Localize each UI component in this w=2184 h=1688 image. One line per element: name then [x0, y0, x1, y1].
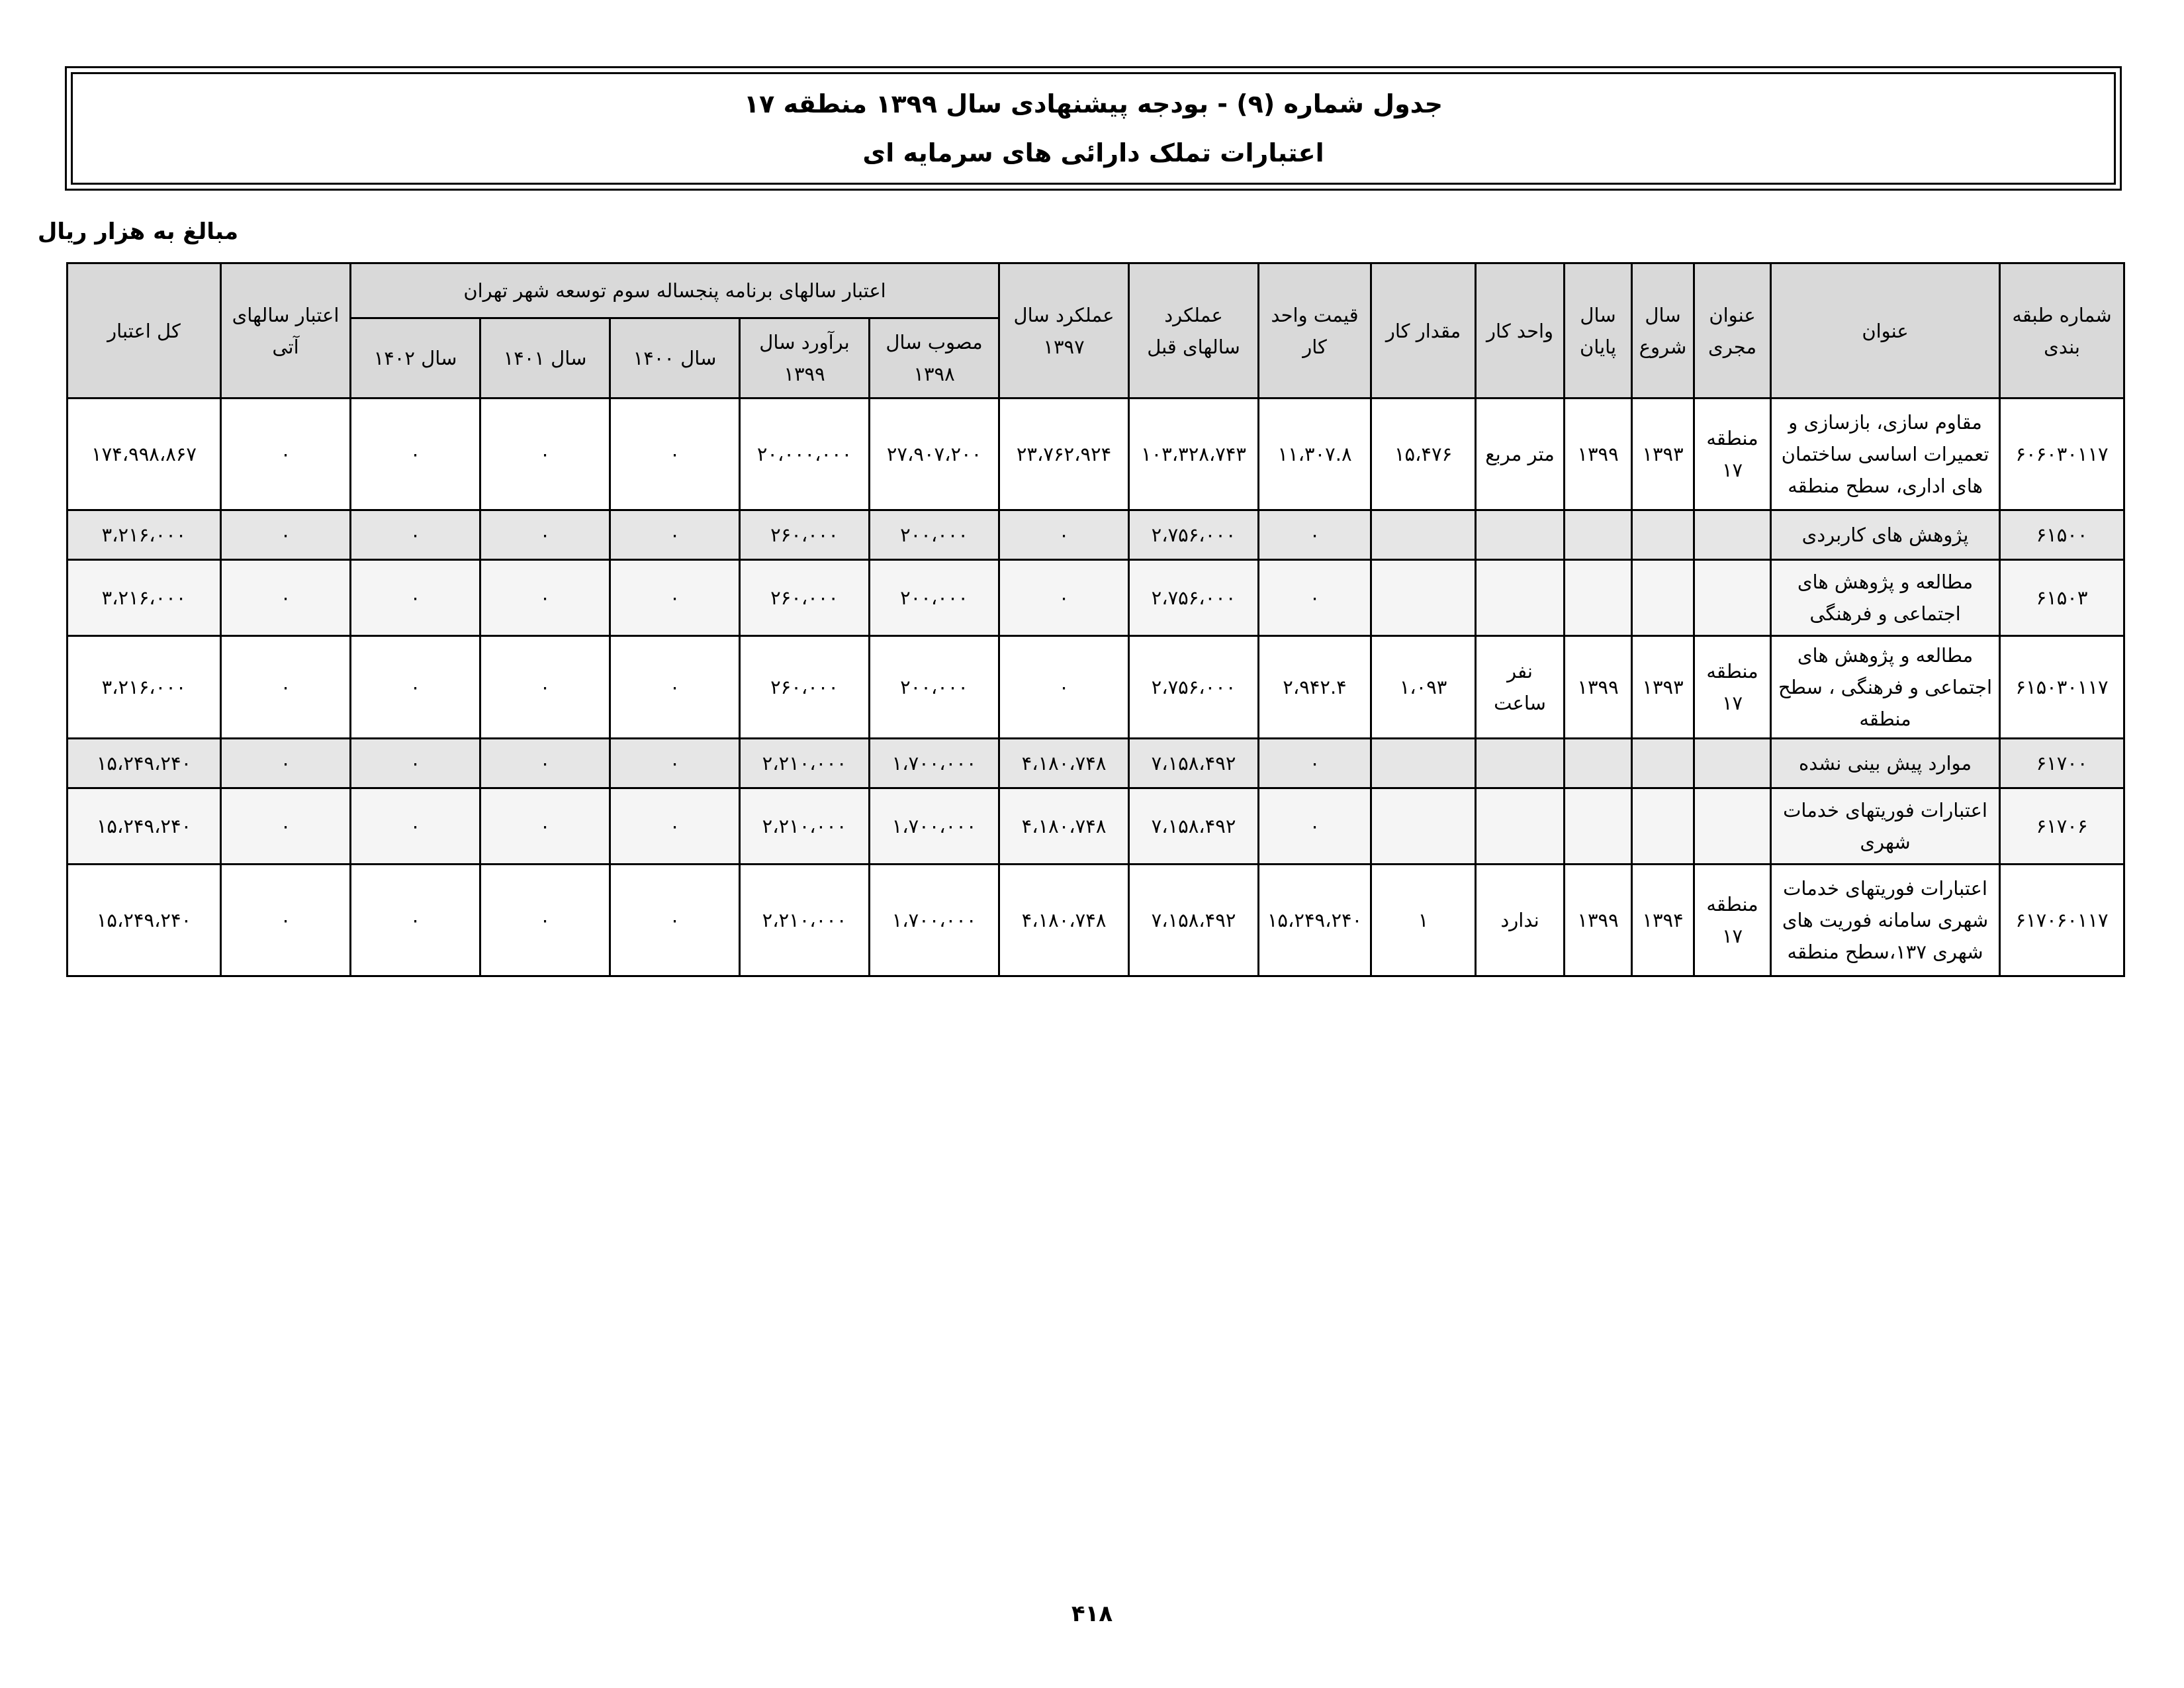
cell-start-year: [1632, 560, 1694, 636]
cell-end-year: ۱۳۹۹: [1565, 865, 1632, 976]
cell-year-1400: ۰: [610, 399, 740, 510]
cell-year-1400: ۰: [610, 636, 740, 739]
cell-perf-prev: ۷،۱۵۸،۴۹۲: [1129, 788, 1259, 865]
cell-year-1402: ۰: [351, 739, 480, 788]
title-inner: [71, 72, 2116, 185]
col-executor-header: عنوان مجری: [1694, 263, 1771, 399]
cell-work-unit: ندارد: [1476, 865, 1565, 976]
cell-title: مقاوم سازی، بازسازی و تعمیرات اساسی ساختمان های اداری، سطح منطقه: [1771, 399, 2000, 510]
cell-perf-1397: ۰: [999, 510, 1129, 560]
table-row: [68, 636, 2124, 739]
col-code-header: شماره طبقه بندی: [2000, 263, 2124, 399]
cell-year-1401: ۰: [480, 739, 610, 788]
cell-title: مطالعه و پژوهش های اجتماعی و فرهنگی ، سطح منطقه: [1771, 636, 2000, 739]
cell-perf-1397: ۴،۱۸۰،۷۴۸: [999, 788, 1129, 865]
table-row: [68, 739, 2124, 788]
table-row: [68, 560, 2124, 636]
cell-perf-prev: ۷،۱۵۸،۴۹۲: [1129, 865, 1259, 976]
cell-year-1400: ۰: [610, 739, 740, 788]
col-estimate-1399-header: برآورد سال ۱۳۹۹: [740, 318, 870, 399]
cell-start-year: ۱۳۹۳: [1632, 399, 1694, 510]
cell-executor: منطقه ۱۷: [1694, 399, 1771, 510]
cell-end-year: [1565, 739, 1632, 788]
cell-perf-1397: ۴،۱۸۰،۷۴۸: [999, 865, 1129, 976]
cell-year-1402: ۰: [351, 510, 480, 560]
cell-title: پژوهش های کاربردی: [1771, 510, 2000, 560]
cell-estimate-1399: ۲،۲۱۰،۰۰۰: [740, 739, 870, 788]
cell-code: ۶۱۵۰۰: [2000, 510, 2124, 560]
cell-future: ۰: [221, 788, 351, 865]
cell-perf-prev: ۱۰۳،۳۲۸،۷۴۳: [1129, 399, 1259, 510]
cell-estimate-1399: ۲،۲۱۰،۰۰۰: [740, 788, 870, 865]
cell-year-1400: ۰: [610, 865, 740, 976]
cell-work-amount: ۱: [1371, 865, 1476, 976]
cell-end-year: [1565, 560, 1632, 636]
cell-title: موارد پیش بینی نشده: [1771, 739, 2000, 788]
cell-approved-1398: ۱،۷۰۰،۰۰۰: [870, 788, 999, 865]
col-plan-group-header: اعتبار سالهای برنامه پنجساله سوم توسعه شهر تهران: [351, 263, 999, 318]
cell-approved-1398: ۱،۷۰۰،۰۰۰: [870, 739, 999, 788]
cell-executor: [1694, 560, 1771, 636]
cell-total: ۳،۲۱۶،۰۰۰: [68, 510, 221, 560]
cell-work-amount: ۱۵،۴۷۶: [1371, 399, 1476, 510]
cell-year-1400: ۰: [610, 788, 740, 865]
cell-code: ۶۱۷۰۶: [2000, 788, 2124, 865]
cell-start-year: ۱۳۹۴: [1632, 865, 1694, 976]
cell-code: ۶۱۵۰۳۰۱۱۷: [2000, 636, 2124, 739]
cell-future: ۰: [221, 560, 351, 636]
cell-work-unit: [1476, 739, 1565, 788]
cell-future: ۰: [221, 636, 351, 739]
cell-executor: منطقه ۱۷: [1694, 636, 1771, 739]
col-total-header: کل اعتبار: [68, 263, 221, 399]
cell-work-amount: [1371, 560, 1476, 636]
cell-future: ۰: [221, 510, 351, 560]
document-subtitle: اعتبارات تملک دارائی های سرمایه ای: [862, 138, 1324, 167]
cell-perf-prev: ۲،۷۵۶،۰۰۰: [1129, 636, 1259, 739]
col-perf-prev-header: عملکرد سالهای قبل: [1129, 263, 1259, 399]
cell-year-1401: ۰: [480, 788, 610, 865]
cell-perf-1397: ۴،۱۸۰،۷۴۸: [999, 739, 1129, 788]
cell-total: ۱۵،۲۴۹،۲۴۰: [68, 865, 221, 976]
document-title: جدول شماره (۹) - بودجه پیشنهادی سال ۱۳۹۹ منطقه ۱۷: [743, 89, 1443, 118]
cell-executor: [1694, 510, 1771, 560]
cell-future: ۰: [221, 739, 351, 788]
cell-approved-1398: ۲۰۰،۰۰۰: [870, 510, 999, 560]
cell-perf-1397: ۰: [999, 560, 1129, 636]
cell-end-year: [1565, 788, 1632, 865]
cell-approved-1398: ۲۰۰،۰۰۰: [870, 636, 999, 739]
page-number: ۴۱۸: [1071, 1601, 1113, 1627]
cell-estimate-1399: ۲،۲۱۰،۰۰۰: [740, 865, 870, 976]
cell-year-1401: ۰: [480, 865, 610, 976]
cell-work-amount: ۱،۰۹۳: [1371, 636, 1476, 739]
cell-estimate-1399: ۲۶۰،۰۰۰: [740, 560, 870, 636]
cell-work-unit: متر مربع: [1476, 399, 1565, 510]
cell-estimate-1399: ۲۶۰،۰۰۰: [740, 510, 870, 560]
cell-year-1401: ۰: [480, 560, 610, 636]
cell-work-unit: [1476, 788, 1565, 865]
cell-executor: [1694, 739, 1771, 788]
cell-work-unit: [1476, 510, 1565, 560]
table-row: [68, 788, 2124, 865]
cell-title: اعتبارات فوریتهای خدمات شهری: [1771, 788, 2000, 865]
cell-estimate-1399: ۲۶۰،۰۰۰: [740, 636, 870, 739]
cell-unit-price: ۰: [1259, 739, 1371, 788]
cell-code: ۶۱۷۰۶۰۱۱۷: [2000, 865, 2124, 976]
cell-work-amount: [1371, 510, 1476, 560]
cell-year-1401: ۰: [480, 636, 610, 739]
cell-code: ۶۱۵۰۳: [2000, 560, 2124, 636]
cell-unit-price: ۲،۹۴۲.۴: [1259, 636, 1371, 739]
col-year-1401-header: سال ۱۴۰۱: [480, 318, 610, 399]
col-end-year-header: سال پایان: [1565, 263, 1632, 399]
cell-start-year: [1632, 739, 1694, 788]
col-start-year-header: سال شروع: [1632, 263, 1694, 399]
cell-end-year: ۱۳۹۹: [1565, 399, 1632, 510]
cell-unit-price: ۱۵،۲۴۹،۲۴۰: [1259, 865, 1371, 976]
col-year-1400-header: سال ۱۴۰۰: [610, 318, 740, 399]
cell-year-1401: ۰: [480, 510, 610, 560]
cell-unit-price: ۰: [1259, 788, 1371, 865]
col-work-unit-header: واحد کار: [1476, 263, 1565, 399]
cell-year-1400: ۰: [610, 560, 740, 636]
cell-work-unit: [1476, 560, 1565, 636]
cell-year-1401: ۰: [480, 399, 610, 510]
cell-perf-1397: ۰: [999, 636, 1129, 739]
cell-total: ۳،۲۱۶،۰۰۰: [68, 560, 221, 636]
col-future-header: اعتبار سالهای آتی: [221, 263, 351, 399]
cell-perf-prev: ۲،۷۵۶،۰۰۰: [1129, 560, 1259, 636]
col-year-1402-header: سال ۱۴۰۲: [351, 318, 480, 399]
cell-year-1402: ۰: [351, 560, 480, 636]
cell-year-1402: ۰: [351, 399, 480, 510]
cell-total: ۱۷۴،۹۹۸،۸۶۷: [68, 399, 221, 510]
col-title-header: عنوان: [1771, 263, 2000, 399]
col-perf-1397-header: عملکرد سال ۱۳۹۷: [999, 263, 1129, 399]
cell-approved-1398: ۲۷،۹۰۷،۲۰۰: [870, 399, 999, 510]
cell-perf-prev: ۷،۱۵۸،۴۹۲: [1129, 739, 1259, 788]
cell-work-unit: نفر ساعت: [1476, 636, 1565, 739]
col-unit-price-header: قیمت واحد کار: [1259, 263, 1371, 399]
cell-year-1402: ۰: [351, 636, 480, 739]
cell-approved-1398: ۱،۷۰۰،۰۰۰: [870, 865, 999, 976]
table-row: [68, 399, 2124, 510]
cell-start-year: [1632, 510, 1694, 560]
cell-future: ۰: [221, 865, 351, 976]
table-row: [68, 510, 2124, 560]
cell-perf-1397: ۲۳،۷۶۲،۹۲۴: [999, 399, 1129, 510]
budget-table: [66, 262, 2125, 977]
cell-title: اعتبارات فوریتهای خدمات شهری سامانه فوریت های شهری ۱۳۷،سطح منطقه: [1771, 865, 2000, 976]
cell-perf-prev: ۲،۷۵۶،۰۰۰: [1129, 510, 1259, 560]
table-row: [68, 865, 2124, 976]
cell-work-amount: [1371, 788, 1476, 865]
cell-end-year: [1565, 510, 1632, 560]
cell-title: مطالعه و پژوهش های اجتماعی و فرهنگی: [1771, 560, 2000, 636]
cell-year-1402: ۰: [351, 865, 480, 976]
cell-future: ۰: [221, 399, 351, 510]
cell-year-1400: ۰: [610, 510, 740, 560]
cell-estimate-1399: ۲۰،۰۰۰،۰۰۰: [740, 399, 870, 510]
cell-executor: منطقه ۱۷: [1694, 865, 1771, 976]
cell-start-year: ۱۳۹۳: [1632, 636, 1694, 739]
cell-unit-price: ۱۱،۳۰۷.۸: [1259, 399, 1371, 510]
cell-code: ۶۰۶۰۳۰۱۱۷: [2000, 399, 2124, 510]
cell-approved-1398: ۲۰۰،۰۰۰: [870, 560, 999, 636]
cell-total: ۱۵،۲۴۹،۲۴۰: [68, 739, 221, 788]
cell-start-year: [1632, 788, 1694, 865]
cell-executor: [1694, 788, 1771, 865]
cell-end-year: ۱۳۹۹: [1565, 636, 1632, 739]
col-work-amount-header: مقدار کار: [1371, 263, 1476, 399]
cell-unit-price: ۰: [1259, 510, 1371, 560]
col-approved-1398-header: مصوب سال ۱۳۹۸: [870, 318, 999, 399]
title-box: [65, 66, 2122, 191]
cell-unit-price: ۰: [1259, 560, 1371, 636]
cell-total: ۱۵،۲۴۹،۲۴۰: [68, 788, 221, 865]
cell-work-amount: [1371, 739, 1476, 788]
unit-note: مبالغ به هزار ریال: [37, 218, 238, 245]
cell-code: ۶۱۷۰۰: [2000, 739, 2124, 788]
cell-year-1402: ۰: [351, 788, 480, 865]
cell-total: ۳،۲۱۶،۰۰۰: [68, 636, 221, 739]
